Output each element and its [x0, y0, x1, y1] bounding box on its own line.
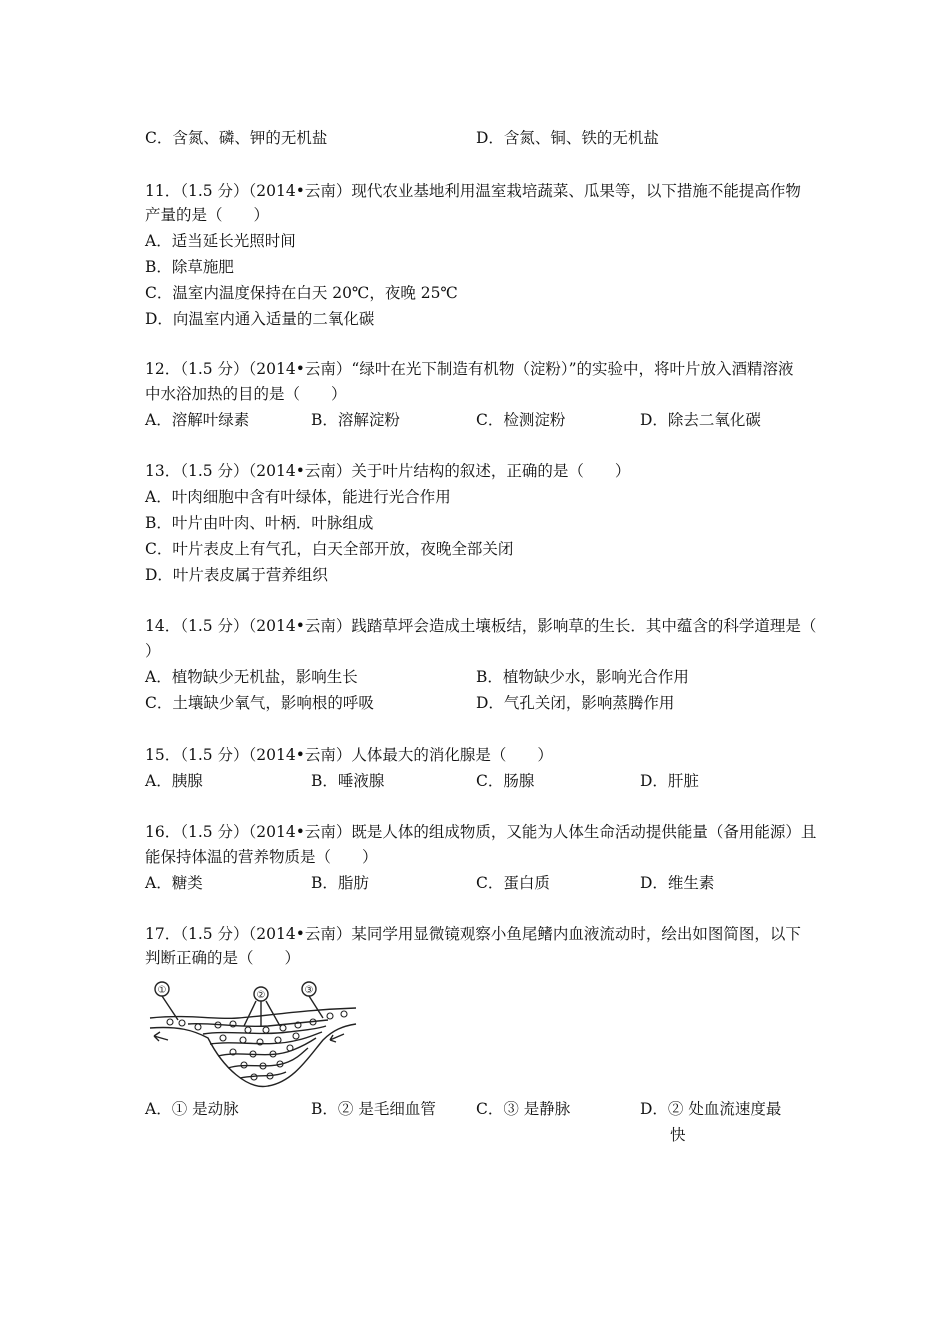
q13-option-d: D．叶片表皮属于营养组织 [145, 566, 328, 584]
figure-label-2: ② [256, 990, 266, 1001]
figure-label-1: ① [157, 985, 167, 996]
q10-option-c: C．含氮、磷、钾的无机盐 [145, 129, 328, 147]
q17-option-c: C．③ 是静脉 [476, 1100, 571, 1118]
q10-option-d: D．含氮、铜、铁的无机盐 [476, 129, 659, 147]
q17-option-b: B．② 是毛细血管 [311, 1100, 436, 1118]
q16-option-d: D．维生素 [640, 874, 715, 892]
q11-option-c: C．温室内温度保持在白天 20℃，夜晚 25℃ [145, 284, 458, 302]
q13-option-a: A．叶肉细胞中含有叶绿体，能进行光合作用 [145, 488, 451, 506]
q13-option-c: C．叶片表皮上有气孔，白天全部开放，夜晚全部关闭 [145, 540, 514, 558]
q15-stem: 15．（1.5 分）（2014•云南）人体最大的消化腺是（ ） [145, 746, 553, 764]
q13-option-b: B．叶片由叶肉、叶柄．叶脉组成 [145, 514, 374, 532]
q15-option-c: C．肠腺 [476, 772, 535, 790]
q16-stem-line1: 16．（1.5 分）（2014•云南）既是人体的组成物质，又能为人体生命活动提供能量（备用能源）且 [145, 823, 817, 841]
q12-option-c: C．检测淀粉 [476, 411, 566, 429]
q14-stem-line1: 14．（1.5 分）（2014•云南）践踏草坪会造成土壤板结，影响草的生长．其中蕴含的科学道理是（ [145, 617, 817, 635]
q17-option-d-line2: 快 [670, 1126, 686, 1144]
q11-option-b: B．除草施肥 [145, 258, 234, 276]
q15-option-b: B．唾液腺 [311, 772, 385, 790]
q12-option-a: A．溶解叶绿素 [145, 411, 250, 429]
q17-stem-line2: 判断正确的是（ ） [145, 949, 301, 967]
q11-stem-line2: 产量的是（ ） [145, 206, 270, 224]
q15-option-d: D．肝脏 [640, 772, 699, 790]
q11-option-a: A．适当延长光照时间 [145, 232, 296, 250]
figure-label-3: ③ [304, 985, 314, 996]
q11-stem-line1: 11．（1.5 分）（2014•云南）现代农业基地利用温室栽培蔬菜、瓜果等，以下措施不能提高作物 [145, 182, 801, 200]
q14-option-b: B．植物缺少水，影响光合作用 [476, 668, 689, 686]
q16-option-a: A．糖类 [145, 874, 203, 892]
q17-option-d-line1: D．② 处血流速度最 [640, 1100, 782, 1118]
q13-stem: 13．（1.5 分）（2014•云南）关于叶片结构的叙述，正确的是（ ） [145, 462, 631, 480]
q16-option-c: C．蛋白质 [476, 874, 550, 892]
q12-option-d: D．除去二氧化碳 [640, 411, 761, 429]
q12-option-b: B．溶解淀粉 [311, 411, 400, 429]
q14-option-c: C．土壤缺少氧气，影响根的呼吸 [145, 694, 374, 712]
q11-option-d: D．向温室内通入适量的二氧化碳 [145, 310, 375, 328]
q14-option-d: D．气孔关闭，影响蒸腾作用 [476, 694, 675, 712]
q15-option-a: A．胰腺 [145, 772, 203, 790]
q16-stem-line2: 能保持体温的营养物质是（ ） [145, 848, 378, 866]
blood-vessel-diagram [148, 978, 360, 1094]
q17-stem-line1: 17．（1.5 分）（2014•云南）某同学用显微镜观察小鱼尾鳍内血液流动时，绘出如图简图，以下 [145, 925, 801, 943]
q12-stem-line2: 中水浴加热的目的是（ ） [145, 385, 347, 403]
q14-stem-line2: ） [145, 642, 161, 660]
q17-option-a: A．① 是动脉 [145, 1100, 239, 1118]
q12-stem-line1: 12．（1.5 分）（2014•云南）“绿叶在光下制造有机物（淀粉）”的实验中，将叶片放入酒精溶液 [145, 360, 794, 378]
q14-option-a: A．植物缺少无机盐，影响生长 [145, 668, 358, 686]
q16-option-b: B．脂肪 [311, 874, 369, 892]
